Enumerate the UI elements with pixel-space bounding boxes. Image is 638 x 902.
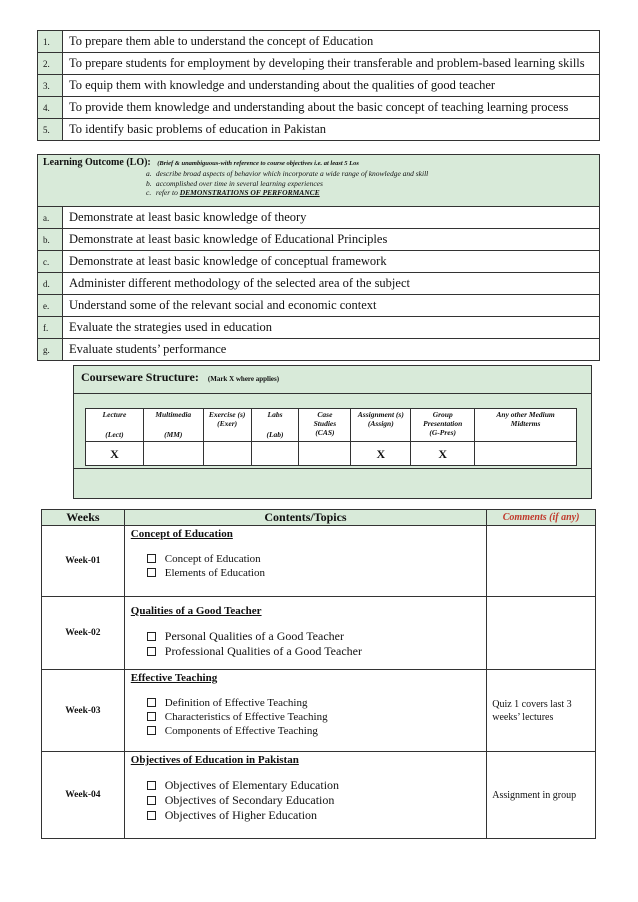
column-code: (MM) xyxy=(164,430,183,439)
week-comment: Assignment in group xyxy=(487,752,596,839)
courseware-mark-row xyxy=(86,442,577,466)
table-row xyxy=(38,295,600,317)
outcome-letter: g. xyxy=(38,339,63,361)
contents-header: Contents/Topics xyxy=(124,510,486,526)
checkbox-bullet-icon xyxy=(147,632,156,641)
topic-title: Objectives of Education in Pakistan xyxy=(130,754,299,766)
outcome-letter: b. xyxy=(38,229,63,251)
topic-title: Qualities of a Good Teacher xyxy=(130,605,262,617)
objective-number: 3. xyxy=(38,75,63,97)
list-item xyxy=(147,644,480,659)
table-row xyxy=(38,53,600,75)
learning-outcome-note: (Brief & unambiguous-with reference to course objectives i.e. at least 5 Los xyxy=(157,160,359,167)
list-item xyxy=(146,188,428,198)
table-row xyxy=(38,339,600,361)
topic-list xyxy=(147,552,480,580)
outcome-text: Evaluate the strategies used in education xyxy=(63,317,600,339)
objective-number: 5. xyxy=(38,119,63,141)
objective-number: 1. xyxy=(38,31,63,53)
list-item xyxy=(146,169,428,179)
checkbox-bullet-icon xyxy=(147,568,156,577)
outcome-letter: a. xyxy=(38,207,63,229)
outcome-letter: d. xyxy=(38,273,63,295)
outcome-text: Evaluate students’ performance xyxy=(63,339,600,361)
outcome-letter: c. xyxy=(38,251,63,273)
outcome-text: Administer different methodology of the selected area of the subject xyxy=(63,273,600,295)
column-code: (G-Pres) xyxy=(429,428,457,437)
courseware-title xyxy=(81,370,279,385)
checkbox-bullet-icon xyxy=(147,712,156,721)
mark-cell-lecture: X xyxy=(86,442,144,466)
topic-text: Personal Qualities of a Good Teacher xyxy=(164,629,344,643)
weeks-header-row xyxy=(42,510,596,526)
checkbox-bullet-icon xyxy=(147,811,156,820)
checkbox-bullet-icon xyxy=(147,554,156,563)
table-row xyxy=(38,75,600,97)
topic-text: Objectives of Elementary Education xyxy=(164,778,340,792)
courseware-column-labs xyxy=(251,409,299,442)
week-label: Week-02 xyxy=(42,597,125,670)
checkbox-bullet-icon xyxy=(147,647,156,656)
table-row xyxy=(42,670,596,752)
courseware-column-multimedia xyxy=(143,409,203,442)
weekly-contents-table xyxy=(41,509,596,839)
week-content xyxy=(124,752,486,839)
list-text: accomplished over time in several learning experiences xyxy=(155,178,323,188)
topic-text: Elements of Education xyxy=(164,567,265,579)
list-text: refer to xyxy=(155,188,180,197)
courseware-header-row xyxy=(86,409,577,442)
learning-outcome-definition-list xyxy=(146,169,428,198)
table-row xyxy=(42,597,596,670)
table-row xyxy=(38,207,600,229)
week-content xyxy=(124,526,486,597)
mark-cell-assignment: X xyxy=(351,442,411,466)
courseware-column-case-studies xyxy=(299,409,351,442)
topic-text: Characteristics of Effective Teaching xyxy=(164,711,328,723)
list-item xyxy=(147,793,480,808)
week-label: Week-04 xyxy=(42,752,125,839)
outcome-text: Demonstrate at least basic knowledge of theory xyxy=(63,207,600,229)
topic-text: Concept of Education xyxy=(164,553,261,565)
outcome-text: Demonstrate at least basic knowledge of Educational Principles xyxy=(63,229,600,251)
column-label: Lecture xyxy=(102,410,127,419)
list-item xyxy=(147,808,480,823)
mark-cell-labs xyxy=(251,442,299,466)
list-text: describe broad aspects of behavior which incorporate a wide range of knowledge and skill xyxy=(155,169,429,178)
checkbox-bullet-icon xyxy=(147,781,156,790)
courseware-structure-box xyxy=(73,365,592,499)
courseware-note: (Mark X where applies) xyxy=(207,375,280,383)
topic-text: Definition of Effective Teaching xyxy=(164,697,308,709)
checkbox-bullet-icon xyxy=(147,726,156,735)
column-code: (Lab) xyxy=(266,430,284,439)
table-row xyxy=(38,251,600,273)
week-comment: Quiz 1 covers last 3 weeks’ lectures xyxy=(487,670,596,752)
topic-text: Objectives of Secondary Education xyxy=(164,793,335,807)
checkbox-bullet-icon xyxy=(147,796,156,805)
list-letter: a. xyxy=(146,169,152,178)
topic-text: Professional Qualities of a Good Teacher xyxy=(164,644,362,658)
learning-outcome-header xyxy=(37,154,600,207)
list-item xyxy=(147,552,480,566)
outcome-text: Demonstrate at least basic knowledge of conceptual framework xyxy=(63,251,600,273)
courseware-column-exercise xyxy=(203,409,251,442)
topic-list xyxy=(147,629,480,659)
courseware-column-other-medium xyxy=(475,409,577,442)
week-content xyxy=(124,670,486,752)
column-label: Assignment (s) xyxy=(357,410,404,419)
comments-header: Comments (if any) xyxy=(487,510,596,526)
outcomes-table xyxy=(37,206,600,361)
table-row xyxy=(38,273,600,295)
list-letter: b. xyxy=(146,178,152,188)
outcome-letter: f. xyxy=(38,317,63,339)
table-row xyxy=(42,526,596,597)
objective-text: To equip them with knowledge and understanding about the qualities of good teacher xyxy=(63,75,600,97)
mark-cell-case-studies xyxy=(299,442,351,466)
topic-list xyxy=(147,778,480,823)
table-row xyxy=(38,97,600,119)
courseware-title-text: Courseware Structure: xyxy=(81,370,199,384)
outcome-text: Understand some of the relevant social and economic context xyxy=(63,295,600,317)
objective-text: To prepare students for employment by developing their transferable and problem-based learning skills xyxy=(63,53,600,75)
objectives-table xyxy=(37,30,600,141)
courseware-column-assignment xyxy=(351,409,411,442)
list-item xyxy=(147,629,480,644)
courseware-divider xyxy=(74,468,591,469)
mark-cell-other-medium xyxy=(475,442,577,466)
mark-cell-multimedia xyxy=(143,442,203,466)
list-item xyxy=(147,778,480,793)
courseware-column-group-presentation xyxy=(411,409,475,442)
learning-outcome-title xyxy=(43,157,359,168)
mark-cell-group-presentation: X xyxy=(411,442,475,466)
weeks-header: Weeks xyxy=(42,510,125,526)
objective-text: To identify basic problems of education in Pakistan xyxy=(63,119,600,141)
table-row xyxy=(42,752,596,839)
topic-title: Effective Teaching xyxy=(130,672,218,684)
list-item xyxy=(146,179,428,189)
list-item xyxy=(147,566,480,580)
table-row xyxy=(38,31,600,53)
list-item xyxy=(147,696,480,710)
list-item xyxy=(147,724,480,738)
week-label: Week-01 xyxy=(42,526,125,597)
column-label: Multimedia xyxy=(155,410,192,419)
table-row xyxy=(38,229,600,251)
week-content xyxy=(124,597,486,670)
list-letter: c. xyxy=(146,188,152,197)
column-label: Case Studies xyxy=(313,410,337,428)
objective-number: 4. xyxy=(38,97,63,119)
topic-list xyxy=(147,696,480,738)
table-row xyxy=(38,119,600,141)
column-label: Exercise (s) xyxy=(208,410,246,419)
column-label: Group Presentation xyxy=(423,410,463,428)
column-code: (CAS) xyxy=(315,428,335,437)
learning-outcome-title-text: Learning Outcome (LO): xyxy=(43,157,151,168)
table-row xyxy=(38,317,600,339)
topic-text: Objectives of Higher Education xyxy=(164,808,318,822)
list-text-underlined: DEMONSTRATIONS OF PERFORMANCE xyxy=(179,188,320,197)
courseware-table xyxy=(85,408,577,466)
week-comment xyxy=(487,597,596,670)
week-label: Week-03 xyxy=(42,670,125,752)
column-label: Labs xyxy=(267,410,283,419)
topic-title: Concept of Education xyxy=(130,528,233,540)
topic-text: Components of Effective Teaching xyxy=(164,725,318,737)
column-label: Any other Medium Midterms xyxy=(496,410,555,428)
outcome-letter: e. xyxy=(38,295,63,317)
column-code: (Lect) xyxy=(105,430,124,439)
mark-cell-exercise xyxy=(203,442,251,466)
objective-text: To provide them knowledge and understanding about the basic concept of teaching learning process xyxy=(63,97,600,119)
column-code: (Assign) xyxy=(367,419,394,428)
checkbox-bullet-icon xyxy=(147,698,156,707)
list-item xyxy=(147,710,480,724)
courseware-title-row xyxy=(74,366,591,394)
week-comment xyxy=(487,526,596,597)
column-code: (Exer) xyxy=(217,419,238,428)
courseware-column-lecture xyxy=(86,409,144,442)
objective-number: 2. xyxy=(38,53,63,75)
objective-text: To prepare them able to understand the concept of Education xyxy=(63,31,600,53)
